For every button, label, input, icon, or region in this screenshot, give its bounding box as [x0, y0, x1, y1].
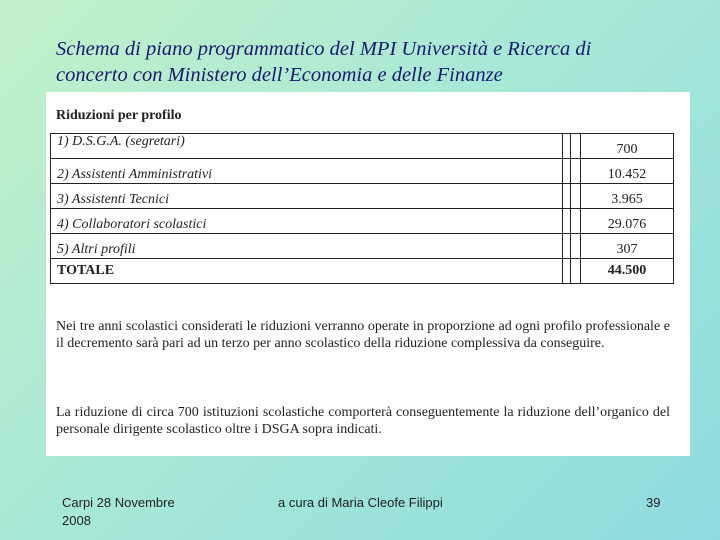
row-label: 2) Assistenti Amministrativi [51, 159, 563, 184]
total-label: TOTALE [51, 259, 563, 284]
row-value: 307 [581, 234, 674, 259]
slide-title-line-1: Schema di piano programmatico del MPI Università e Ricerca di [56, 38, 592, 60]
footer-date: Carpi 28 Novembre 2008 [62, 495, 175, 528]
row-value: 10.452 [581, 159, 674, 184]
row-label: 1) D.S.G.A. (segretari) [51, 134, 563, 159]
row-value: 3.965 [581, 184, 674, 209]
table-row [51, 134, 674, 159]
row-label: 3) Assistenti Tecnici [51, 184, 563, 209]
row-value: 700 [581, 134, 674, 159]
footer-author: a cura di Maria Cleofe Filippi [278, 495, 443, 510]
table-row [51, 234, 674, 259]
reductions-table [50, 133, 674, 284]
slide-title-line-2: concerto con Ministero dell’Economia e delle Finanze [56, 64, 503, 86]
total-value: 44.500 [581, 259, 674, 284]
table-total-row [51, 259, 674, 284]
row-value: 29.076 [581, 209, 674, 234]
table-row [51, 159, 674, 184]
row-label: 4) Collaboratori scolastici [51, 209, 563, 234]
table-row [51, 209, 674, 234]
page-number: 39 [646, 495, 661, 510]
document-heading: Riduzioni per profilo [56, 108, 182, 123]
paragraph: La riduzione di circa 700 istituzioni scolastiche comporterà conseguentemente la riduzione dell’organico del personale dirigente scolastico oltre i DSGA sopra indicati. [56, 405, 670, 437]
row-label: 5) Altri profili [51, 234, 563, 259]
table-row [51, 184, 674, 209]
paragraph: Nei tre anni scolastici considerati le riduzioni verranno operate in proporzione ad ogni profilo professionale e il decremento sarà pari ad un terzo per anno scolastico della riduzione complessiva da conseguire. [56, 319, 670, 351]
scanned-document [46, 92, 690, 456]
slide-title [56, 36, 696, 88]
